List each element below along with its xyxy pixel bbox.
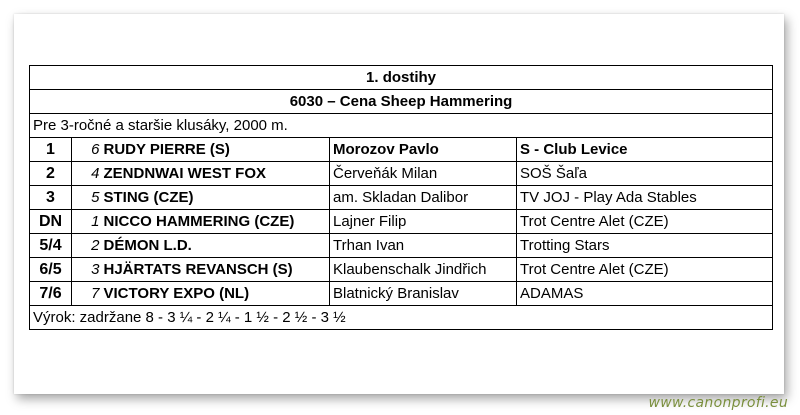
table-row xyxy=(30,234,773,258)
driver-cell: Trhan Ivan xyxy=(330,234,517,258)
table-row xyxy=(30,210,773,234)
horse-cell: HJÄRTATS REVANSCH (S) xyxy=(102,258,330,282)
place-cell: 1 xyxy=(30,138,72,162)
owner-cell: Trot Centre Alet (CZE) xyxy=(517,210,773,234)
driver-cell: Blatnický Branislav xyxy=(330,282,517,306)
start-number-cell: 7 xyxy=(72,282,102,306)
table-row xyxy=(30,258,773,282)
place-cell: 5/4 xyxy=(30,234,72,258)
race-title-row xyxy=(30,66,773,90)
place-cell: 7/6 xyxy=(30,282,72,306)
race-title: 1. dostihy xyxy=(30,66,773,90)
owner-cell: ADAMAS xyxy=(517,282,773,306)
horse-cell: STING (CZE) xyxy=(102,186,330,210)
race-conditions-row xyxy=(30,114,773,138)
start-number-cell: 5 xyxy=(72,186,102,210)
race-conditions: Pre 3-ročné a staršie klusáky, 2000 m. xyxy=(30,114,773,138)
owner-cell: Trotting Stars xyxy=(517,234,773,258)
driver-cell: am. Skladan Dalibor xyxy=(330,186,517,210)
driver-cell: Klaubenschalk Jindřich xyxy=(330,258,517,282)
place-cell: 6/5 xyxy=(30,258,72,282)
start-number-cell: 3 xyxy=(72,258,102,282)
start-number-cell: 2 xyxy=(72,234,102,258)
place-cell: DN xyxy=(30,210,72,234)
race-name-row xyxy=(30,90,773,114)
start-number-cell: 1 xyxy=(72,210,102,234)
document-page xyxy=(14,14,784,394)
place-cell: 2 xyxy=(30,162,72,186)
race-name: 6030 – Cena Sheep Hammering xyxy=(30,90,773,114)
driver-cell: Červeňák Milan xyxy=(330,162,517,186)
start-number-cell: 4 xyxy=(72,162,102,186)
watermark-text: www.canonprofi.eu xyxy=(648,395,788,411)
owner-cell: Trot Centre Alet (CZE) xyxy=(517,258,773,282)
horse-cell: DÉMON L.D. xyxy=(102,234,330,258)
horse-cell: ZENDNWAI WEST FOX xyxy=(102,162,330,186)
table-row xyxy=(30,138,773,162)
table-row xyxy=(30,186,773,210)
place-cell: 3 xyxy=(30,186,72,210)
owner-cell: SOŠ Šaľa xyxy=(517,162,773,186)
driver-cell: Lajner Filip xyxy=(330,210,517,234)
result-note: Výrok: zadržane 8 - 3 ¼ - 2 ¼ - 1 ½ - 2 ½ - 3 ½ xyxy=(30,306,773,330)
start-number-cell: 6 xyxy=(72,138,102,162)
owner-cell: TV JOJ - Play Ada Stables xyxy=(517,186,773,210)
table-row xyxy=(30,162,773,186)
horse-cell: RUDY PIERRE (S) xyxy=(102,138,330,162)
race-results-table xyxy=(29,65,773,330)
table-row xyxy=(30,282,773,306)
driver-cell: Morozov Pavlo xyxy=(330,138,517,162)
horse-cell: VICTORY EXPO (NL) xyxy=(102,282,330,306)
owner-cell: S - Club Levice xyxy=(517,138,773,162)
result-note-row xyxy=(30,306,773,330)
horse-cell: NICCO HAMMERING (CZE) xyxy=(102,210,330,234)
